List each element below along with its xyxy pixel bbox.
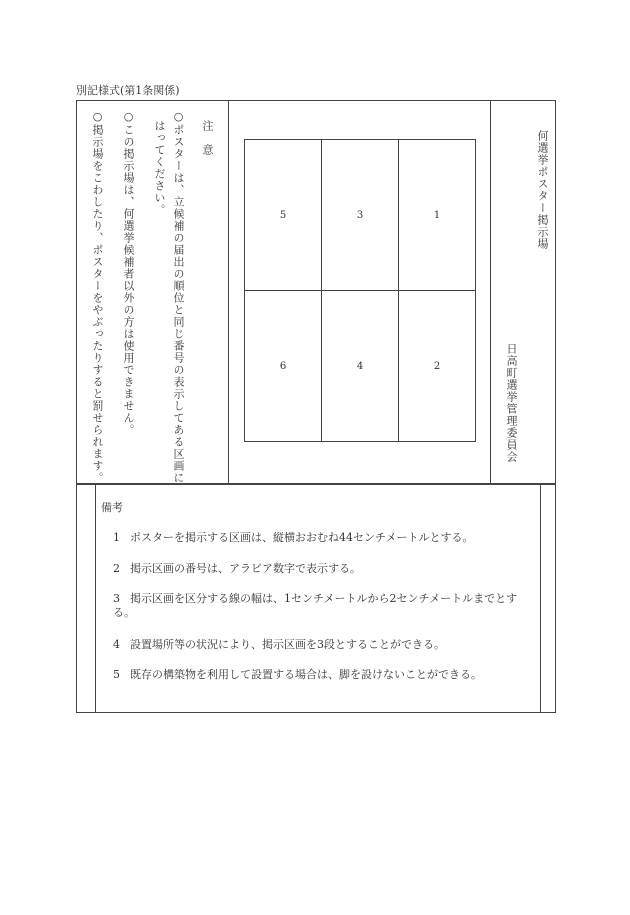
remark-number: 2 <box>113 562 120 575</box>
poster-slot-6 <box>244 290 322 442</box>
remark-item-4 <box>113 638 536 652</box>
remarks-title: 備考 <box>101 501 123 514</box>
remark-text: 掲示区画を区分する線の幅は、1センチメートルから2センチメートルまでとする。 <box>113 592 518 619</box>
notes-line-1: ○ポスターは、立候補の届出の順位と同じ番号の表示してある区画に <box>172 110 185 484</box>
board-title: 何選挙ポスター掲示場 <box>536 130 549 250</box>
poster-slot-3 <box>321 139 399 291</box>
notes-line-3: ○この掲示場は、何選挙候補者以外の方は使用できません。 <box>122 110 135 436</box>
remark-item-3 <box>113 592 536 620</box>
title-divider <box>490 100 491 484</box>
notes-line-4: ○掲示場をこわしたり、ポスターをやぶったりすると罰せられます。 <box>91 110 104 484</box>
slot-number: 2 <box>433 360 441 372</box>
left-leg <box>95 484 96 713</box>
remark-number: 3 <box>113 592 120 605</box>
poster-slot-1 <box>398 139 476 291</box>
remark-text: 掲示区画の番号は、アラビア数字で表示する。 <box>130 562 361 575</box>
remark-text: 設置場所等の状況により、掲示区画を3段とすることができる。 <box>130 638 445 651</box>
remark-number: 1 <box>113 531 120 544</box>
remark-text: ポスターを掲示する区画は、縦横おおむね44センチメートルとする。 <box>130 531 474 544</box>
slot-number: 3 <box>356 209 364 221</box>
remark-text: 既存の構築物を利用して設置する場合は、脚を設けないことができる。 <box>130 668 482 681</box>
remark-number: 4 <box>113 638 120 651</box>
remark-number: 5 <box>113 668 120 681</box>
poster-slot-2 <box>398 290 476 442</box>
remark-item-1 <box>113 531 536 545</box>
poster-slot-5 <box>244 139 322 291</box>
slot-number: 5 <box>279 209 287 221</box>
notes-divider <box>228 100 229 484</box>
notes-line-2: はってください。 <box>153 120 166 216</box>
poster-slot-4 <box>321 290 399 442</box>
notes-heading: 注 意 <box>201 120 214 156</box>
form-label: 別記様式(第1条関係) <box>76 84 180 97</box>
committee-name: 日高町選挙管理委員会 <box>505 343 518 463</box>
slot-number: 1 <box>433 209 441 221</box>
slot-number: 6 <box>279 360 287 372</box>
remark-item-2 <box>113 562 536 576</box>
remark-item-5 <box>113 668 536 682</box>
right-leg <box>540 484 541 713</box>
slot-number: 4 <box>356 360 364 372</box>
